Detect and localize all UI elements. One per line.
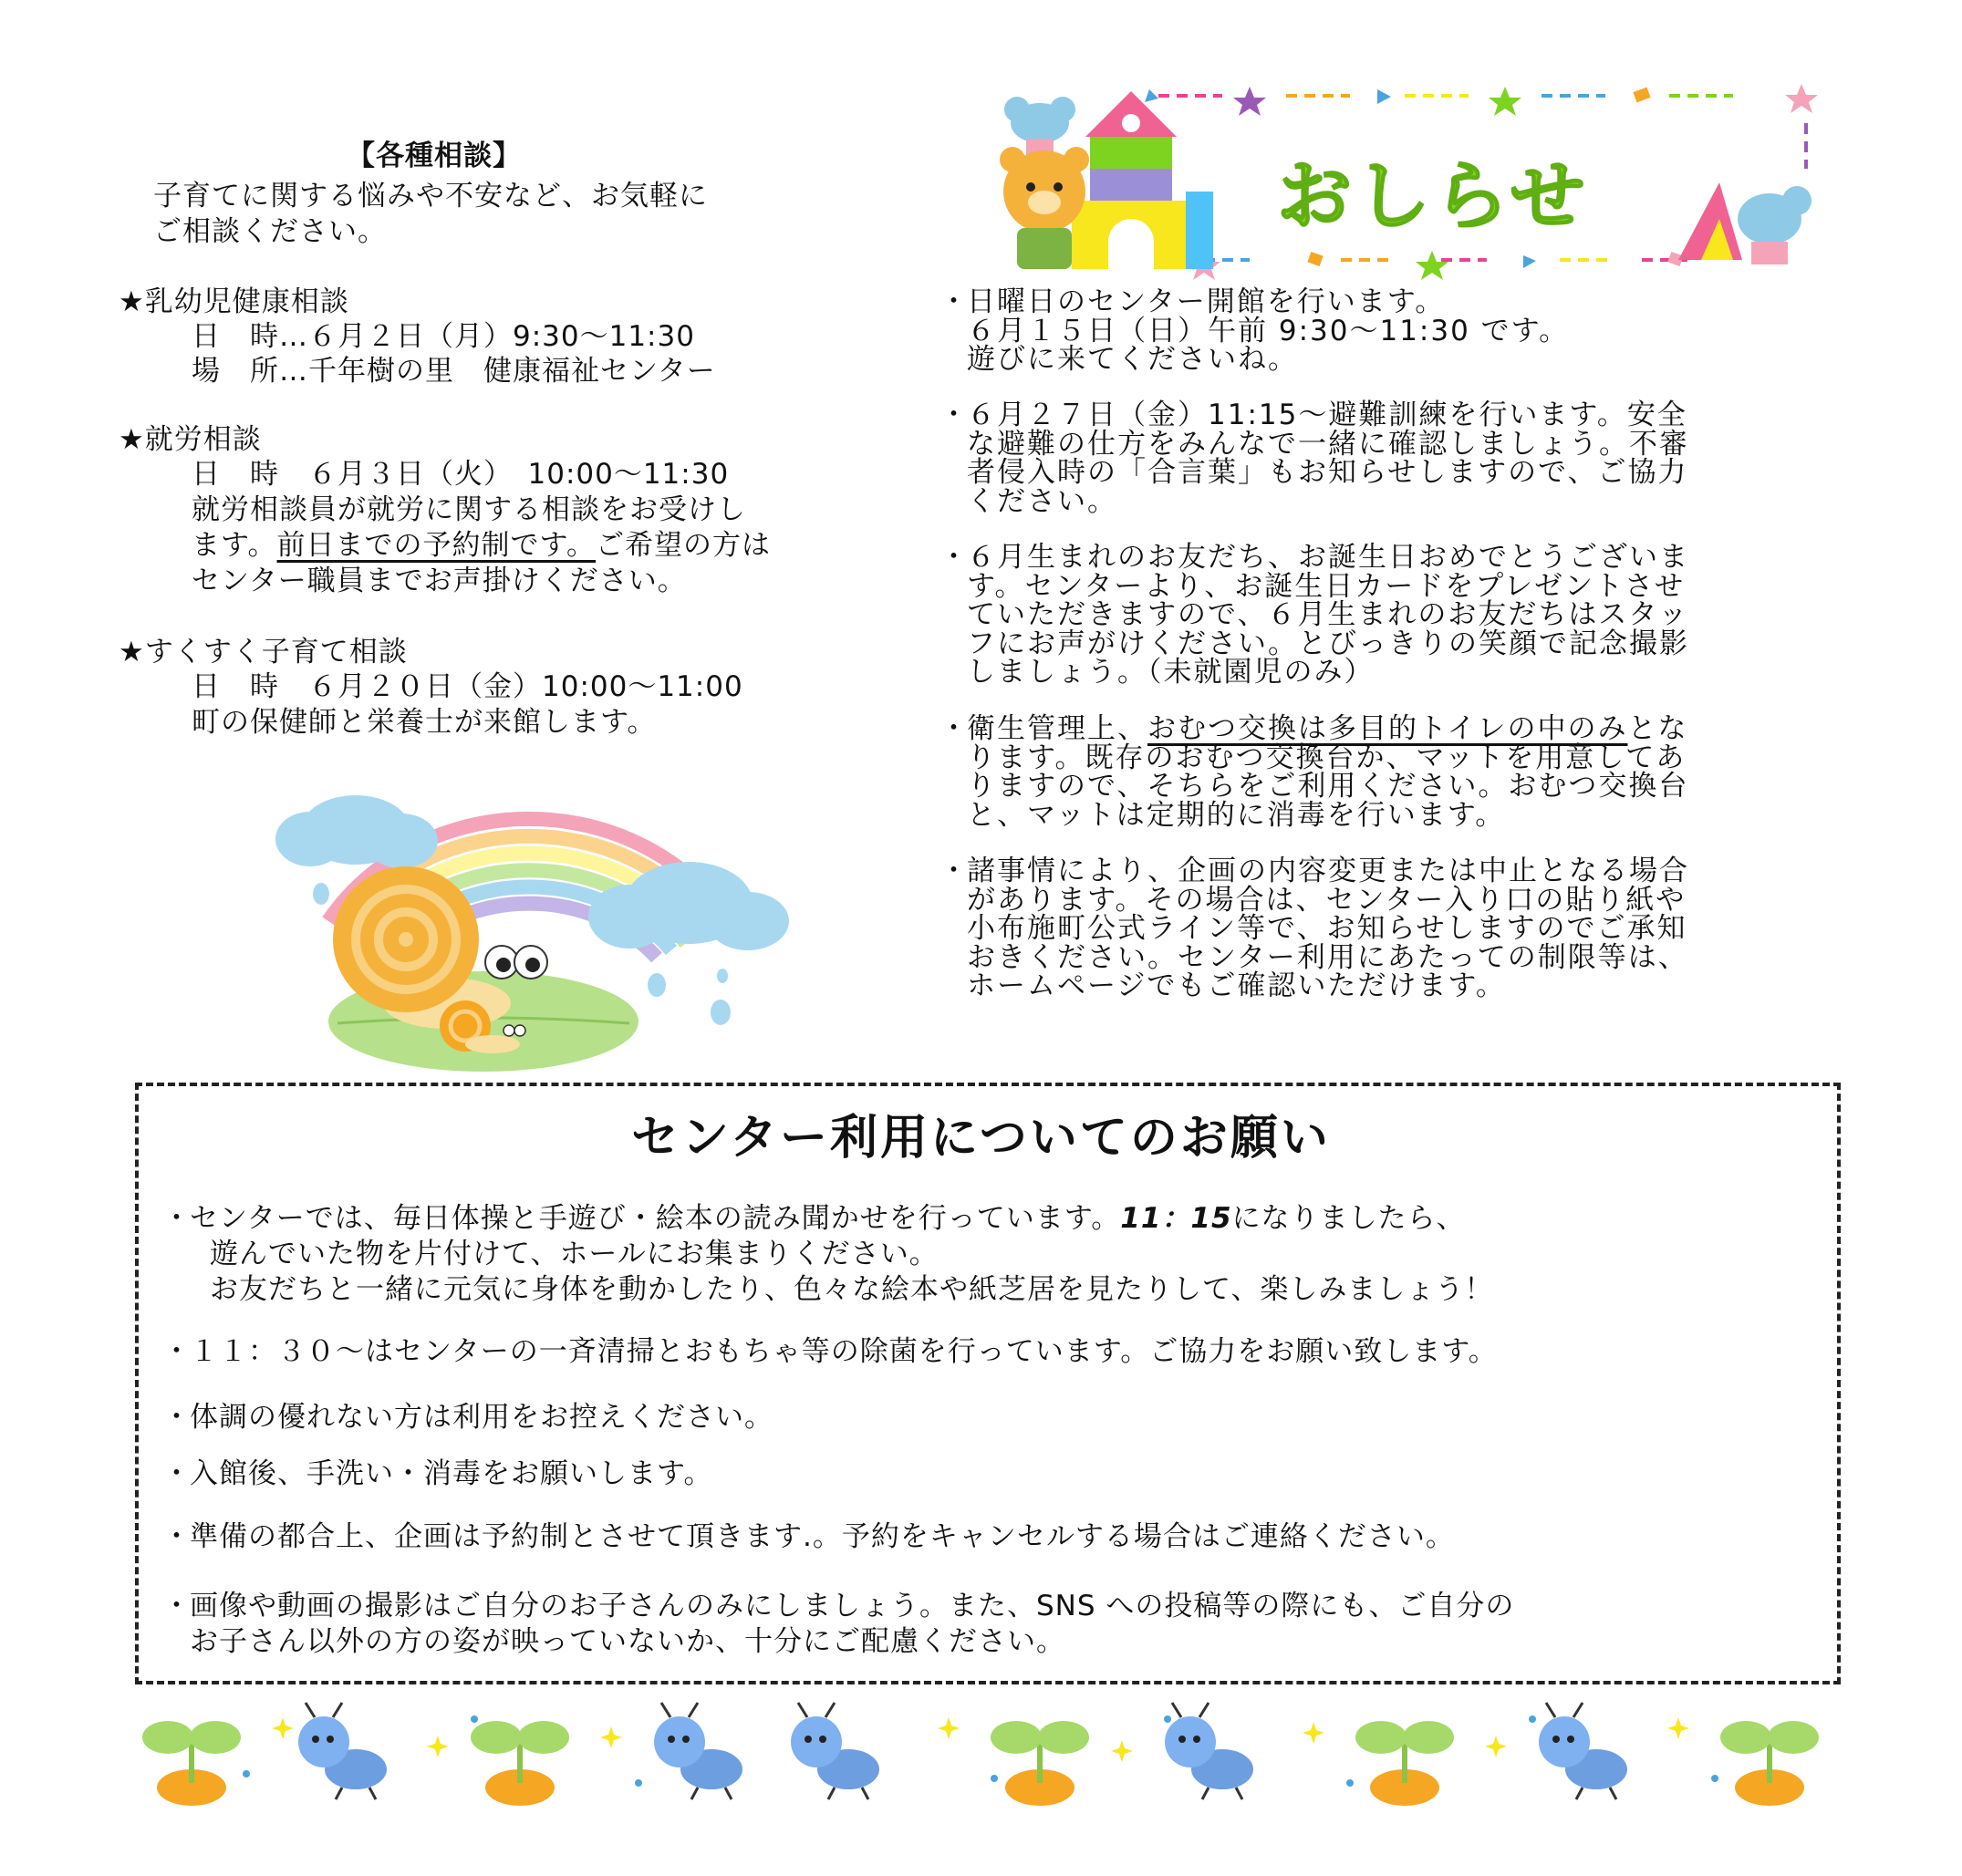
notice-line: １１：３０～はセンターの一斉清掃とおもちゃ等の除菌を行っています。ご協力をお願い致します。 — [190, 1335, 1498, 1368]
announcement-line: ６月２７日（金）11:15～避難訓練を行います。安全 — [967, 399, 1687, 431]
notice-line: 画像や動画の撮影はご自分のお子さんのみにしましょう。また、SNS への投稿等の際にも、ご自分の — [190, 1590, 1515, 1622]
bullet-dot: ・ — [939, 541, 970, 574]
announcement-line: 遊びに来てくださいね。 — [967, 343, 1298, 376]
announcement-line: ６月生まれのお友だち、お誕生日おめでとうございま — [967, 541, 1689, 574]
announcement-line: おきください。センター利用にあたっての制限等は、 — [967, 940, 1688, 974]
header-title: おしらせ — [1277, 153, 1589, 240]
infant-health-date: 日 時…６月２日（月）9:30～11:30 — [192, 320, 695, 353]
bullet-dot: ・ — [939, 399, 970, 431]
announcement-line — [967, 712, 1688, 745]
infant-health-place: 場 所…千年樹の里 健康福祉センター — [192, 355, 716, 388]
intro-line-2: ご相談ください。 — [153, 215, 387, 248]
employment-line-3: センター職員までお声掛けください。 — [192, 565, 687, 597]
consultation-heading: 【各種相談】 — [347, 140, 522, 172]
announcement-line: があります。その場合は、センター入り口の貼り紙や — [967, 883, 1687, 917]
notice-line — [190, 1201, 1493, 1237]
announcement-line: ６月１５日（日）午前 9:30～11:30 です。 — [967, 314, 1570, 347]
bullet-dot: ・ — [162, 1520, 192, 1553]
announcement-line: 諸事情により、企画の内容変更または中止となる場合 — [967, 855, 1689, 887]
employment-line-2-pre: ます。 — [192, 529, 277, 562]
announcement-line: 小布施町公式ライン等で、お知らせしますのでご承知 — [967, 912, 1687, 945]
bullet-dot: ・ — [939, 855, 970, 887]
employment-line-2-post: ご希望の方は — [596, 529, 772, 562]
diaper-line-pre: 衛生管理上、 — [967, 712, 1147, 745]
sukusuku-note: 町の保健師と栄養士が来館します。 — [192, 706, 657, 739]
intro-line-1: 子育てに関する悩みや不安など、お気軽に — [153, 180, 708, 212]
announcement-line: 日曜日のセンター開館を行います。 — [967, 285, 1446, 318]
notice-line: 準備の都合上、企画は予約制とさせて頂きます.。予約をキャンセルする場合はご連絡ください。 — [190, 1520, 1455, 1553]
bullet-dot: ・ — [162, 1590, 192, 1622]
announcement-line: ください。 — [967, 484, 1117, 518]
footer-sprout-ant-border — [146, 1701, 1824, 1801]
employment-title: ★就労相談 — [119, 423, 262, 456]
notice-title: センター利用についてのお願い — [631, 1111, 1331, 1166]
announcement-line: 者侵入時の「合言葉」もお知らせしますので、ご協力 — [967, 456, 1688, 489]
consultation-intro — [153, 179, 708, 250]
bullet-dot: ・ — [939, 712, 970, 745]
bullet-dot: ・ — [162, 1202, 192, 1235]
employment-line-2 — [192, 528, 771, 564]
announcement-line: な避難の仕方をみんなで一緒に確認しましょう。不審 — [967, 427, 1689, 461]
notice-item1-pre: センターでは、毎日体操と手遊び・絵本の読み聞かせを行っています。 — [190, 1202, 1121, 1235]
employment-date: 日 時 ６月３日（火） 10:00～11:30 — [192, 458, 730, 491]
infant-health-title: ★乳幼児健康相談 — [119, 285, 349, 318]
announcement-line: ていただきますので、６月生まれのお友だちはスタッ — [967, 598, 1689, 631]
bullet-dot: ・ — [939, 285, 970, 318]
notice-line: お子さん以外の方の姿が映っていないか、十分にご配慮ください。 — [190, 1625, 1065, 1658]
reservation-required-note: 前日までの予約制です。 — [276, 529, 597, 562]
diaper-underlined-note: おむつ交換は多目的トイレの中のみ — [1147, 712, 1628, 745]
announcement-line: りますので、そちらをご利用ください。おむつ交換台 — [967, 770, 1689, 803]
announcement-line: と、マットは定期的に消毒を行います。 — [967, 798, 1506, 832]
rainbow-snail-illustration — [274, 784, 794, 1076]
sukusuku-date: 日 時 ６月２０日（金）10:00～11:00 — [192, 670, 743, 703]
sukusuku-title: ★すくすく子育て相談 — [119, 636, 408, 669]
bullet-dot: ・ — [162, 1335, 192, 1368]
announcement-line: しましょう。（未就園児のみ） — [967, 656, 1375, 689]
diaper-line-post: とな — [1627, 712, 1688, 745]
announcement-line: フにお声がけください。とびっきりの笑顔で記念撮影 — [967, 627, 1689, 660]
employment-line-1: 就労相談員が就労に関する相談をお受けし — [192, 493, 746, 526]
notice-line: 遊んでいた物を片付けて、ホールにお集まりください。 — [210, 1238, 939, 1270]
bullet-dot: ・ — [162, 1457, 192, 1490]
announcement-line: ります。既存のおむつ交換台か、マットを用意してあ — [967, 741, 1687, 774]
bullet-dot: ・ — [162, 1401, 192, 1434]
notice-item1-post: になりましたら、 — [1231, 1202, 1466, 1235]
notice-line: 体調の優れない方は利用をお控えください。 — [190, 1401, 773, 1434]
announcement-line: す。センターより、お誕生日カードをプレゼントさせ — [967, 569, 1686, 603]
notice-line: お友だちと一緒に元気に身体を動かしたり、色々な絵本や紙芝居を見たりして、楽しみましょう！ — [210, 1273, 1494, 1306]
notice-item1-time: 11：15 — [1120, 1202, 1232, 1235]
notice-line: 入館後、手洗い・消毒をお願いします。 — [190, 1457, 713, 1490]
announcement-line: ホームページでもご確認いただけます。 — [967, 969, 1506, 1002]
